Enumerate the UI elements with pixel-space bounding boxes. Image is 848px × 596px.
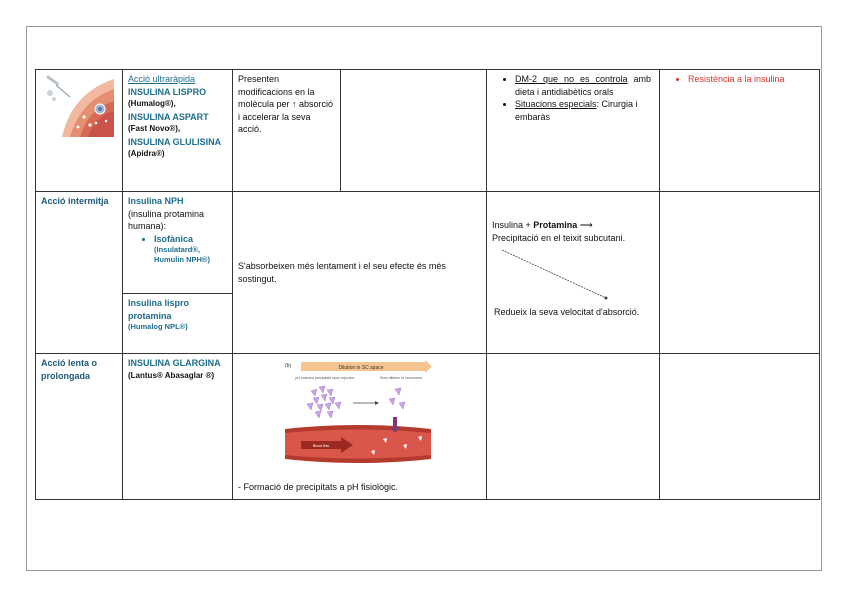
table-row bbox=[36, 70, 820, 192]
insulin-name: INSULINA GLARGINA bbox=[128, 358, 221, 368]
insulin-description: (insulina protamina humana): bbox=[128, 208, 205, 231]
table-row bbox=[36, 354, 820, 500]
absorption-text: S'absorbeixen més lentament i el seu efecte és més sostingut. bbox=[238, 261, 446, 284]
insulin-brand: (Humalog®), bbox=[128, 99, 176, 108]
list-item bbox=[154, 233, 227, 265]
ultrarapid-insulins-cell bbox=[123, 70, 233, 192]
indications-list bbox=[495, 73, 651, 123]
nph-list bbox=[128, 233, 227, 265]
figure-banner: Dilution in SC space bbox=[338, 365, 384, 371]
vessel-sublabel: Capillary bbox=[295, 460, 309, 464]
insulin-name: INSULINA ASPART bbox=[128, 111, 209, 122]
insulin-table bbox=[35, 69, 820, 500]
insulin-brand: (Lantus® Abasaglar ®) bbox=[128, 370, 215, 380]
diagonal-line-graphic bbox=[500, 246, 620, 304]
injection-illustration bbox=[40, 73, 114, 137]
table-row bbox=[36, 192, 820, 294]
illustration-cell bbox=[36, 70, 123, 192]
list-item: • Resistència a la insulina bbox=[688, 73, 811, 86]
adverse-cell bbox=[660, 70, 820, 192]
protamine-line bbox=[492, 219, 654, 232]
adverse-list bbox=[668, 73, 811, 86]
protamine-cell bbox=[487, 192, 660, 354]
insulin-name: INSULINA GLULISINA bbox=[128, 136, 222, 147]
vessel-label: Blood flow bbox=[312, 444, 330, 448]
empty-cell bbox=[341, 70, 487, 192]
lispro-protamine-cell bbox=[123, 294, 233, 354]
nph-cell bbox=[123, 192, 233, 294]
precipitation-text: Precipitació en el teixit subcutani. bbox=[492, 232, 626, 243]
glargine-cell bbox=[123, 354, 233, 500]
mechanism-cell bbox=[233, 70, 341, 192]
list-item bbox=[515, 98, 651, 123]
insulin-brand: (Humalog NPL®) bbox=[128, 322, 188, 331]
empty-cell bbox=[660, 192, 820, 354]
reduction-text: Redueix la seva velocitat d'absorció. bbox=[494, 307, 640, 317]
precipitate-caption: - Formació de precipitats a pH fisiològic. bbox=[238, 482, 399, 492]
underlined-text: DM-2 que no es controla bbox=[515, 74, 628, 84]
list-item-text: amb dieta i antidiabètics orals bbox=[515, 74, 651, 97]
insulin-brand: (Insulatard®, Humulin NPH®) bbox=[154, 245, 210, 264]
insulin-brand: (Apidra®) bbox=[128, 149, 165, 158]
absorption-cell bbox=[233, 192, 487, 354]
monomers bbox=[389, 388, 405, 409]
row-heading-cell bbox=[36, 192, 123, 354]
row-heading: Acció lenta o prolongada bbox=[41, 358, 98, 381]
protamine-prefix: Insulina + bbox=[492, 220, 534, 230]
precipitate-figure bbox=[283, 359, 433, 471]
insulin-brand: (Fast Novo®), bbox=[128, 124, 181, 133]
left-caption: pH-induced precipitate upon injection bbox=[295, 376, 355, 380]
protamine-bold: Protamina bbox=[533, 220, 578, 230]
ultrarapid-link[interactable]: Acció ultraràpida bbox=[128, 74, 196, 84]
row-heading-cell bbox=[36, 354, 123, 500]
mechanism-text: Presenten modificacions en la molècula per ↑ absorció i accelerar la seva acció. bbox=[238, 74, 334, 134]
empty-cell bbox=[487, 354, 660, 500]
list-item-text: Isofànica bbox=[154, 233, 194, 244]
arrow-icon: ⟶ bbox=[577, 220, 593, 230]
insulin-name: Insulina lispro protamina bbox=[128, 298, 190, 321]
empty-cell bbox=[660, 354, 820, 500]
indications-cell bbox=[487, 70, 660, 192]
document-page bbox=[26, 26, 822, 571]
row-heading: Acció intermitja bbox=[41, 196, 109, 206]
list-item-text: : Cirurgia i embaràs bbox=[515, 99, 638, 122]
precipitate-cell bbox=[233, 354, 487, 500]
right-caption: Slow dilution to monomers bbox=[379, 376, 423, 380]
figure-label: (b) bbox=[285, 363, 292, 369]
underlined-text: Situacions especials bbox=[515, 99, 597, 109]
insulin-name: Insulina NPH bbox=[128, 196, 184, 206]
precipitate-cluster bbox=[307, 386, 341, 418]
insulin-name: INSULINA LISPRO bbox=[128, 86, 207, 97]
list-item bbox=[515, 73, 651, 98]
